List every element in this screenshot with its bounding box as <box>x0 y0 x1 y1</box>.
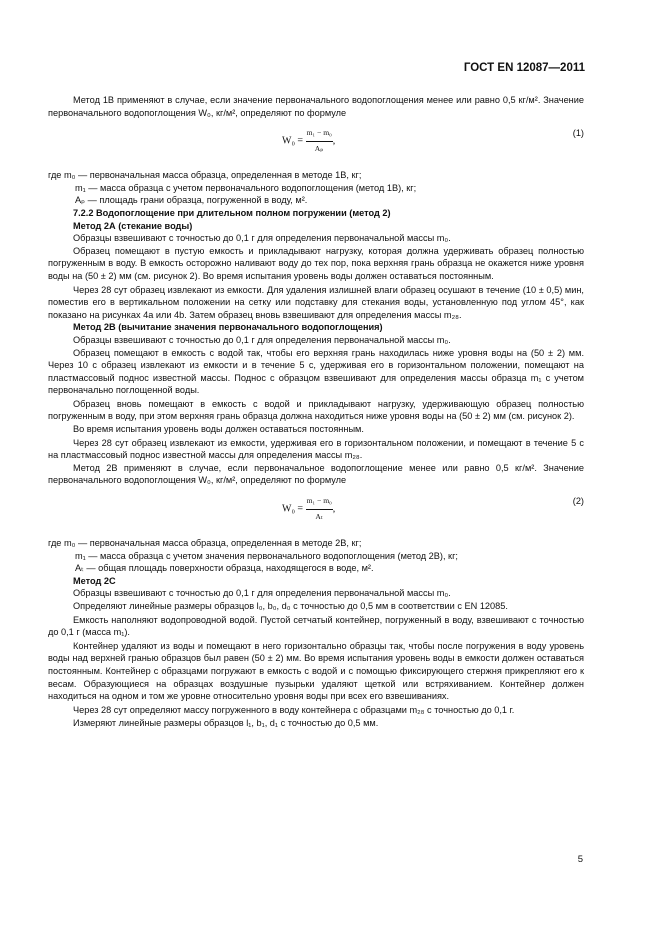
method-heading: Метод 2А (стекание воды) <box>73 220 193 231</box>
paragraph: Емкость наполняют водопроводной водой. Пустой сетчатый контейнер, погруженный в воду, взвешивают с точностью до 0,1 г (масса m₁). <box>48 614 584 638</box>
definitions-2 <box>48 537 584 575</box>
paragraph: Образцы взвешивают с точностью до 0,1 г для определения первоначальной массы m₀. <box>73 233 451 244</box>
method-heading: Метод 2С <box>73 575 116 586</box>
definition-item: Aₚ — площадь грани образца, погруженной в воду, м². <box>75 195 308 206</box>
definition-item: где m₀ — первоначальная масса образца, определенная в методе 2В, кг; <box>48 538 362 549</box>
formula-2 <box>48 491 584 531</box>
paragraph: Через 28 сут образец извлекают из емкости, удерживая его в горизонтальном положении, и помещают в течение 5 с на пластмассовый поднос известной массы для определения массы m₂₈. <box>48 437 584 461</box>
paragraph: Образцы взвешивают с точностью до 0,1 г для определения первоначальной массы m₀. <box>73 334 451 345</box>
formula-lhs: W₀ = <box>282 135 304 147</box>
formula-denominator: Aₜ <box>315 511 324 521</box>
formula-number: (1) <box>572 128 584 139</box>
paragraph: Образец помещают в пустую емкость и прикладывают нагрузку, которая должна удерживать образец полностью погруженным в воду. В емкость осторожно наливают воду до тех пор, пока верхняя грань образца не окажется ниже уровня воды на (50 ± 2) мм (см. рисунок 2). Во время испытания уровень воды должен оставаться постоянным. <box>48 245 584 281</box>
definition-item: m₁ — масса образца с учетом значения первоначального водопоглощения (метод 2В), кг; <box>75 550 458 561</box>
paragraph: Определяют линейные размеры образцов l₀, b₀, d₀ с точностью до 0,5 мм в соответствии с EN 12085. <box>73 601 508 611</box>
paragraph: Метод 2В применяют в случае, если первоначальное водопоглощение менее или равно 0,5 кг/м². Значение первоначального водопоглощения W₀, кг/м², определяют по формуле <box>48 462 584 486</box>
formula-number: (2) <box>572 496 584 507</box>
method-heading: Метод 2В (вычитание значения первоначального водопоглощения) <box>73 322 383 333</box>
document-header: ГОСТ EN 12087—2011 <box>463 62 585 74</box>
formula-fraction <box>306 127 333 155</box>
formula-numerator: m₁ − m₀ <box>306 127 333 142</box>
paragraph: Измеряют линейные размеры образцов l₁, b₁, d₁ с точностью до 0,5 мм. <box>73 718 379 729</box>
definition-item: где m₀ — первоначальная масса образца, определенная в методе 1В, кг; <box>48 170 362 181</box>
page-number: 5 <box>577 854 583 865</box>
definition-item: m₁ — масса образца с учетом первоначального водопоглощения (метод 1В), кг; <box>75 182 417 193</box>
paragraph: Контейнер удаляют из воды и помещают в него горизонтально образцы так, чтобы после погружения в воду уровень воды над верхней гранью образцов был равен (50 ± 2) мм. Во время испытания уровень воды в емкости должен оставаться постоянным. Контейнер с образцами погружают в емкость с водой и с помощью фиксирующего стержня прикрепляют его к весам. Образующиеся на образцах воздушные пузырьки удаляют щеткой или встряхиванием. Контейнер должен находиться на одном и том же уровне относительно уровня воды при всех его взвешиваниях. <box>48 640 584 702</box>
paragraph: Метод 1В применяют в случае, если значение первоначального водопоглощения менее или равно 0,5 кг/м². Значение первоначального водопоглощения W₀, кг/м², определяют по формуле <box>48 95 584 118</box>
formula-1 <box>48 123 584 163</box>
paragraph: Во время испытания уровень воды должен оставаться постоянным. <box>73 424 364 435</box>
paragraph: Через 28 сут определяют массу погруженного в воду контейнера с образцами m₂₈ с точностью до 0,1 г. <box>73 704 515 715</box>
formula-expression <box>282 495 335 523</box>
paragraph: Образцы взвешивают с точностью до 0,1 г для определения первоначальной массы m₀. <box>73 588 451 599</box>
paragraph: Образец помещают в емкость с водой так, чтобы его верхняя грань находилась ниже уровня воды на (50 ± 2) мм. Через 10 с образец извлекают из емкости и в течение 5 с, удерживая его в горизонтальном положении, помещают на пластмассовый поднос известной массы. Поднос с образцом взвешивают для определения массы образца m₁ с учетом первоначально поглощенной воды. <box>48 347 584 396</box>
formula-numerator: m₁ − m₀ <box>306 495 333 510</box>
formula-fraction <box>306 495 333 523</box>
formula-lhs: W₀ = <box>282 503 304 515</box>
formula-tail: , <box>332 503 336 515</box>
paragraph: Образец вновь помещают в емкость с водой и прикладывают нагрузку, удерживающую образец полностью погруженным в воду, при этом верхняя грань образца должна находиться ниже уровня воды на (50 ± 2) мм (см. рисунок 2). <box>48 398 584 422</box>
formula-expression <box>282 127 335 155</box>
formula-denominator: Aₚ <box>314 143 324 153</box>
definitions-1 <box>48 169 584 207</box>
paragraph: Через 28 сут образец извлекают из емкости. Для удаления излишней влаги образец осушают в течение (10 ± 0,5) мин, поместив его в вертикальном положении на сетку или подставку для стекания воды, установленную под углом 45°, как показано на рисунках 4а или 4b. Затем образец вновь взвешивают для определения массы m₂₈. <box>48 284 584 320</box>
section-heading: 7.2.2 Водопоглощение при длительном полном погружении (метод 2) <box>73 207 391 218</box>
definition-item: Aₜ — общая площадь поверхности образца, находящегося в воде, м². <box>75 563 374 574</box>
formula-tail: , <box>332 135 336 147</box>
document-body <box>48 94 584 730</box>
